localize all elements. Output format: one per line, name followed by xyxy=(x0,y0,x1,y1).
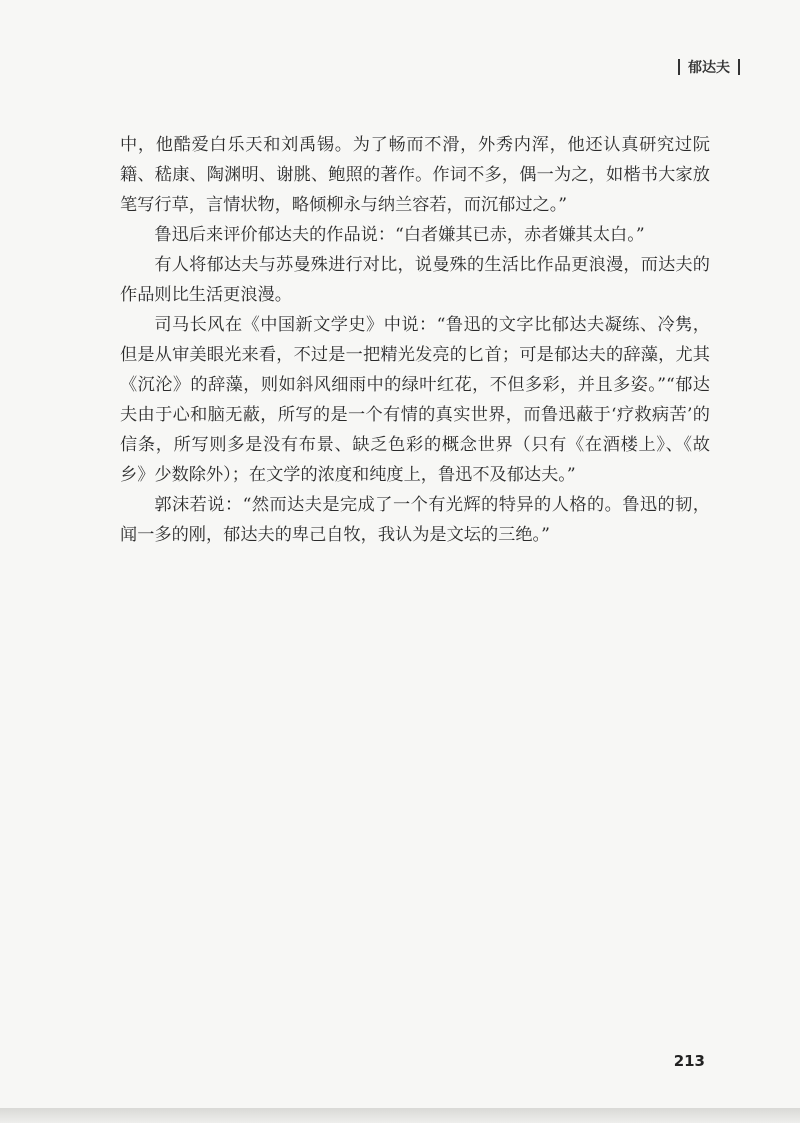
paragraph-continuation: 中，他酷爱白乐天和刘禹锡。为了畅而不滑，外秀内浑，他还认真研究过阮籍、嵇康、陶渊明、谢朓、鲍照的著作。作词不多，偶一为之，如楷书大家放笔写行草，言情状物，略倾柳永与纳兰容若，而沉郁过之。” xyxy=(120,135,710,215)
paragraph-luxun-quote: 鲁迅后来评价郁达夫的作品说：“白者嫌其已赤，赤者嫌其太白。” xyxy=(154,225,645,245)
running-head-left-rule xyxy=(678,59,680,75)
page-number: 213 xyxy=(673,1052,705,1070)
paragraph-guo-moruo-quote: 郭沫若说：“然而达夫是完成了一个有光辉的特异的人格的。鲁迅的韧，闻一多的刚，郁达夫的卑己自牧，我认为是文坛的三绝。” xyxy=(120,495,710,545)
paragraph-su-manshu-comparison: 有人将郁达夫与苏曼殊进行对比，说曼殊的生活比作品更浪漫，而达夫的作品则比生活更浪漫。 xyxy=(120,255,710,305)
page-bottom-edge xyxy=(0,1108,800,1123)
paragraph-sima-changfeng-quote: 司马长风在《中国新文学史》中说：“鲁迅的文字比郁达夫凝练、冷隽，但是从审美眼光来看，不过是一把精光发亮的匕首；可是郁达夫的辞藻，尤其《沉沦》的辞藻，则如斜风细雨中的绿叶红花，不但多彩，并且多姿。”“郁达夫由于心和脑无蔽，所写的是一个有情的真实世界，而鲁迅蔽于‘疗救病苦’的信条，所写则多是没有布景、缺乏色彩的概念世界（只有《在酒楼上》、《故乡》少数除外）；在文学的浓度和纯度上，鲁迅不及郁达夫。” xyxy=(120,315,710,485)
body-text xyxy=(120,130,710,550)
running-head-right-rule xyxy=(738,59,740,75)
running-head xyxy=(678,57,740,77)
running-head-title: 郁达夫 xyxy=(688,60,730,76)
